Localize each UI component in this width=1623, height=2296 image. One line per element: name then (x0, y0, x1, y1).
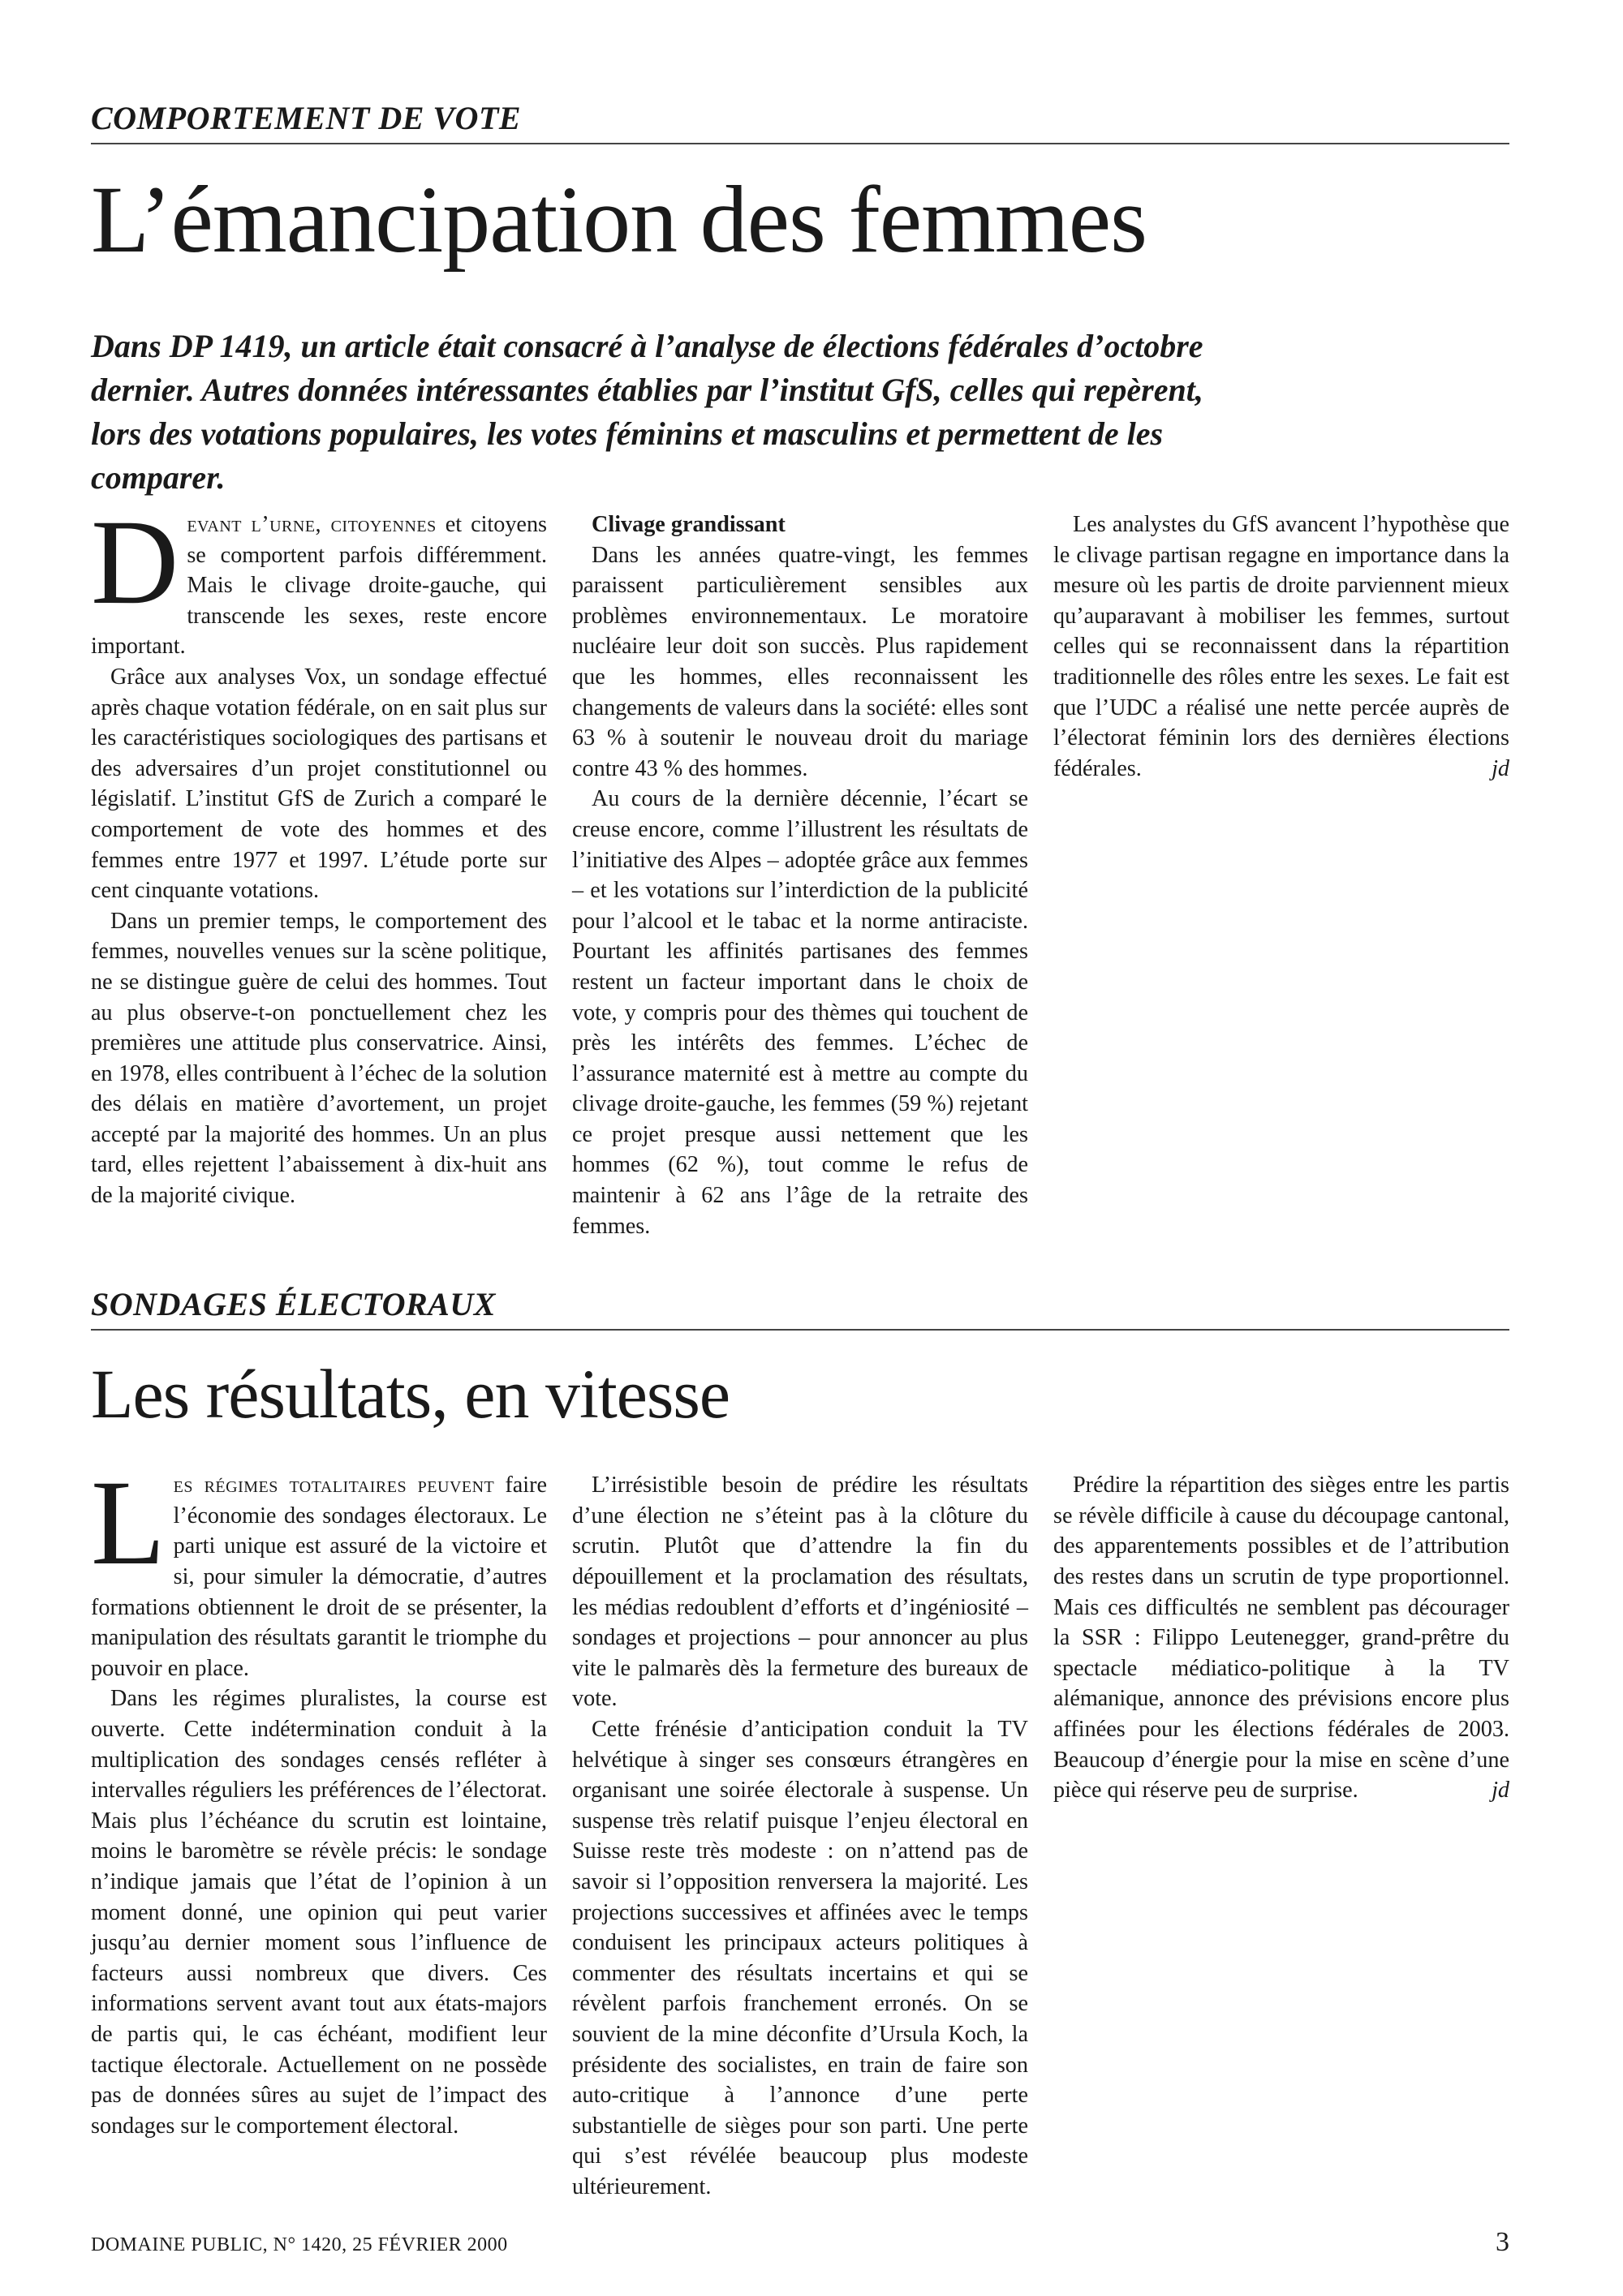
article-emancipation (91, 97, 1509, 1241)
paragraph-3: L’irrésistible besoin de prédire les résultats d’une élection ne s’éteint pas à la clôture du scrutin. Plutôt que d’attendre la fin du dépouillement et la proclamation des résultats, les médias redoublent d’efforts et d’ingéniosité – sondages et projections – pour annoncer au plus vite le palmarès dès la fermeture des bureaux de vote. (572, 1473, 1028, 1712)
drop-cap: D (91, 495, 179, 630)
paragraph-5 (1053, 1470, 1509, 1806)
paragraph-4: Cette frénésie d’anticipation conduit la TV helvétique à singer ses consœurs étrangères en organisant une soirée électorale à suspense. Un suspense très relatif puisque l’enjeu électoral en Suisse reste très modeste : on n’attend pas de savoir si l’opposition renversera la majorité. Les projections successives et affinées avec le temps conduisent les principaux acteurs politiques à commenter des résultats incertains et qui se révèlent parfois franchement erronés. On se souvient de la mine déconfite d’Ursula Koch, la présidente des socialistes, en train de faire son auto-critique à l’annonce d’une perte substantielle de sièges pour son parti. Une perte qui s’est révélée beaucoup plus modeste ultérieurement. (572, 1717, 1028, 2199)
page-number: 3 (1496, 2227, 1509, 2257)
column-2 (572, 510, 1028, 1241)
author-signature: jd (1492, 1778, 1509, 1804)
article-title: L’émancipation des femmes (91, 166, 1147, 273)
paragraph-6 (1053, 510, 1509, 784)
paragraph-4: Dans les années quatre-vingt, les femmes paraissent particulièrement sensibles aux problèmes environnementaux. Le moratoire nucléaire leur doit son succès. Plus rapidement que les hommes, elles reconnaissent les changements de valeurs dans la société: elles sont 63 % à soutenir le nouveau droit du mariage contre 43 % des hommes. (572, 542, 1028, 781)
subheading-clivage: Clivage grandissant (592, 512, 786, 537)
column-3 (1053, 510, 1509, 1241)
paragraph-5: Au cours de la dernière décennie, l’écart se creuse encore, comme l’illustrent les résultats de l’initiative des Alpes – adoptée grâce aux femmes – et les votations sur l’interdiction de la publicité pour l’alcool et le tabac et la norme antiraciste. Pourtant les affinités partisanes des femmes restent un facteur important dans le choix de vote, y compris pour des thèmes qui touchent de près les intérêts des femmes. L’échec de l’assurance maternité est à mettre au compte du clivage droite-gauche, les femmes (59 %) rejetant ce projet presque aussi nettement que les hommes (62 %), tout comme le refus de maintenir à 62 ans l’âge de la retraite des femmes. (572, 786, 1028, 1239)
column-1 (91, 1455, 547, 2202)
paragraph-1-text: et citoyens se comportent parfois différemment. Mais le clivage droite-gauche, qui transcende les sexes, reste encore important. (91, 512, 548, 660)
paragraph-2: Grâce aux analyses Vox, un sondage effectué après chaque votation fédérale, on en sait plus sur les caractéristiques sociologiques des partisans et des adversaires d’un projet constitutionnel ou législatif. L’institut GfS de Zurich a comparé le comportement de vote des hommes et des femmes entre 1977 et 1997. L’étude porte sur cent cinquante votations. (91, 664, 547, 904)
paragraph-3: Dans un premier temps, le comportement des femmes, nouvelles venues sur la scène politique, ne se distingue guère de celui des hommes. Tout au plus observe-t-on ponctuellement chez les premières une attitude plus conservatrice. Ainsi, en 1978, elles contribuent à l’échec de la solution des délais en matière d’avortement, un projet accepté par la majorité des hommes. Un an plus tard, elles rejettent l’abaissement à dix-huit ans de la majorité civique. (91, 908, 547, 1209)
paragraph-1 (91, 1455, 547, 1683)
opening-small-caps: es régimes totalitaires peuvent (173, 1473, 495, 1498)
page-footer (91, 2227, 1509, 2258)
issue-info: DOMAINE PUBLIC, N° 1420, 25 FÉVRIER 2000 (91, 2234, 508, 2255)
column-1 (91, 495, 548, 1241)
author-signature: jd (1492, 755, 1509, 781)
paragraph-5-text: Prédire la répartition des sièges entre les partis se révèle difficile à cause du découpage cantonal, des apparentements possibles et de l’attribution des restes dans un scrutin de type proportionnel. Mais ces difficultés ne semblent pas décourager la SSR : Filippo Leutenegger, grand-prêtre du spectacle médiatico-politique à la TV alémanique, annonce des prévisions encore plus affinées pour les élections fédérales de 2003. Beaucoup d’énergie pour la mise en scène d’une pièce qui réserve peu de surprise. (1053, 1473, 1509, 1804)
column-3 (1053, 1470, 1509, 2202)
drop-cap: L (91, 1455, 166, 1591)
rubric-comportement-de-vote: COMPORTEMENT DE VOTE (91, 97, 1509, 144)
paragraph-2: Dans les régimes pluralistes, la course est ouverte. Cette indétermination conduit à la multiplication des sondages censés refléter à intervalles réguliers les préférences de l’électorat. Mais plus l’échéance du scrutin est lointaine, moins le baromètre se révèle précis: le sondage n’indique jamais que l’état de l’opinion à un moment donné, une opinion qui peut varier jusqu’au dernier moment sous l’influence de facteurs aussi nombreux que divers. Ces informations servent avant tout aux états-majors de partis qui, le cas échéant, modifient leur tactique électorale. Actuellement on ne possède pas de données sûres au sujet de l’impact des sondages sur le comportement électoral. (91, 1686, 547, 2139)
article-lead: Dans DP 1419, un article était consacré à l’analyse de élections fédérales d’octobre dernier. Autres données intéressantes établies par l’institut GfS, celles qui repèrent, lors des votations populaires, les votes féminins et masculins et permettent de les comparer. (91, 328, 1203, 496)
paragraph-1-text: faire l’économie des sondages électoraux. Le parti unique est assuré de la victoire et si, pour simuler la démocratie, d’autres formations obtiennent le droit de se présenter, la manipulation des résultats garantit le triomphe du pouvoir en place. (91, 1473, 547, 1681)
opening-small-caps: evant l’urne, citoyennes (187, 512, 437, 537)
paragraph-6-text: Les analystes du GfS avancent l’hypothèse que le clivage partisan regagne en importance dans la mesure où les partis de droite parviennent mieux qu’auparavant à mobiliser les femmes, surtout celles qui se reconnaissent dans la répartition traditionnelle des rôles entre les sexes. Le fait est que l’UDC a réalisé une nette percée auprès de l’électorat féminin lors des dernières élections fédérales. (1053, 512, 1509, 781)
paragraph-1 (91, 495, 548, 662)
rubric-sondages-electoraux: SONDAGES ÉLECTORAUX (91, 1283, 1509, 1331)
article-body (91, 495, 1509, 1241)
article-sondages (91, 1283, 1509, 2202)
article-body (91, 1455, 1509, 2202)
article-title: Les résultats, en vitesse (91, 1355, 730, 1434)
page (91, 97, 1509, 2203)
column-2 (572, 1470, 1028, 2202)
